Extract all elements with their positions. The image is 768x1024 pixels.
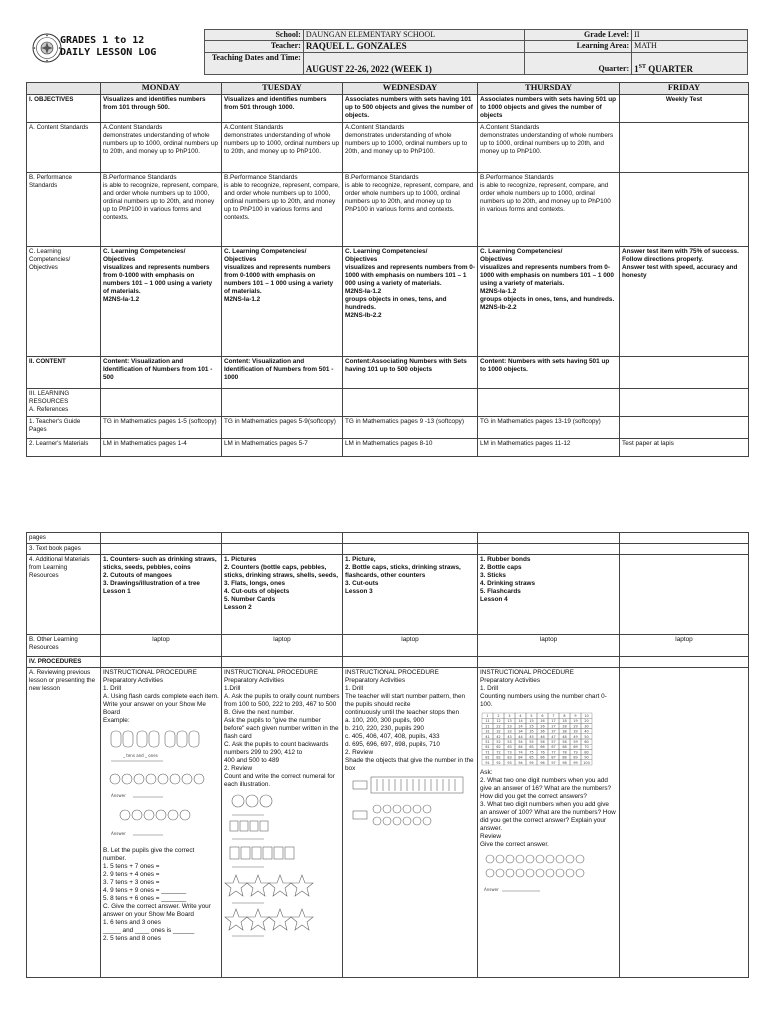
quarter-value: 1ST QUARTER xyxy=(632,52,748,75)
cell-thursday: A.Content Standards demonstrates understanding of whole numbers up to 1000, ordinal numbers up to 20th, and money up to PhP100. xyxy=(478,123,620,173)
cell-wednesday: Associates numbers with sets having 101 up to 500 objects and gives the number of objects. xyxy=(343,95,478,123)
area-label: Learning Area: xyxy=(525,41,632,52)
chart-number: 40 xyxy=(584,729,589,734)
chart-number: 85 xyxy=(529,755,534,760)
chart-number: 44 xyxy=(518,734,523,739)
chart-number: 49 xyxy=(573,734,578,739)
additional-thursday: 1. Rubber bonds 2. Bottle caps 3. Sticks 4. Drinking straws 5. Flashcards Lesson 4 xyxy=(478,555,620,635)
chart-number: 14 xyxy=(518,719,523,724)
cell-tuesday: LM in Mathematics pages 5-7 xyxy=(222,439,343,457)
chart-number: 58 xyxy=(562,740,567,744)
chart-number: 91 xyxy=(485,760,490,765)
cell-friday xyxy=(620,173,749,247)
chart-number: 22 xyxy=(496,724,501,729)
chart-number: 43 xyxy=(507,734,512,739)
chart-number: 47 xyxy=(551,734,556,739)
cell-monday: Content: Visualization and Identification of Numbers from 101 - 500 xyxy=(101,357,222,389)
table-row xyxy=(27,533,749,544)
chart-number: 35 xyxy=(529,729,534,734)
other-wednesday: laptop xyxy=(343,635,478,657)
chart-number: 1 xyxy=(486,714,489,718)
chart-number: 63 xyxy=(507,745,512,750)
school-label: School: xyxy=(205,30,304,41)
chart-number: 73 xyxy=(507,750,512,755)
chart-number: 30 xyxy=(584,724,589,729)
cell-monday: C. Learning Competencies/ Objectives visualizes and represents numbers from 0-1000 with emphasis on numbers 101 – 1 000 using a variety of materials. M2NS-Ia-1.2 xyxy=(101,247,222,357)
chart-number: 83 xyxy=(507,755,512,760)
chart-number: 18 xyxy=(562,719,567,724)
cell-monday: LM in Mathematics pages 1-4 xyxy=(101,439,222,457)
chart-number: 72 xyxy=(496,750,501,755)
chart-number: 61 xyxy=(485,745,490,750)
chart-number: 79 xyxy=(573,750,578,755)
table-row xyxy=(27,555,749,635)
additional-friday xyxy=(620,555,749,635)
row-label: 2. Learner's Materials xyxy=(27,439,101,457)
cell-thursday: C. Learning Competencies/ Objectives visualizes and represents numbers from 0-1000 with emphasis on numbers 101 – 1 000 using a variety of materials. M2NS-Ia-1.2 groups objects in ones, tens, and hundreds. M2NS-Ib-2.2 xyxy=(478,247,620,357)
row-label: A. Content Standards xyxy=(27,123,101,173)
chart-number: 77 xyxy=(551,750,556,755)
chart-number: 2 xyxy=(497,714,500,718)
chart-number: 98 xyxy=(562,760,567,765)
table-row xyxy=(27,657,749,668)
chart-number: 21 xyxy=(485,724,490,729)
cell-friday: Answer test item with 75% of success. Follow directions properly. Answer test with speed, accuracy and honesty xyxy=(620,247,749,357)
table-row xyxy=(27,635,749,657)
chart-number: 66 xyxy=(540,745,545,750)
deped-seal-icon xyxy=(32,33,62,63)
chart-number: 59 xyxy=(573,740,578,744)
chart-number: 6 xyxy=(541,714,544,718)
cell-tuesday: A.Content Standards demonstrates understanding of whole numbers up to 1000, ordinal numbers up to 20th, and money up to PhP100. xyxy=(222,123,343,173)
number-chart-illustration xyxy=(480,711,600,767)
shading-illustration xyxy=(345,775,470,835)
chart-number: 27 xyxy=(551,724,556,729)
chart-number: 19 xyxy=(573,719,578,724)
chart-number: 76 xyxy=(540,750,545,755)
chart-number: 4 xyxy=(519,714,522,718)
cell-monday: TG in Mathematics pages 1-5 (softcopy) xyxy=(101,417,222,439)
chart-number: 57 xyxy=(551,740,556,744)
chart-number: 41 xyxy=(485,734,490,739)
review-label: A. Reviewing previous lesson or presenting the new lesson xyxy=(27,668,101,978)
chart-number: 84 xyxy=(518,755,523,760)
cell-tuesday: Content: Visualization and Identification of Numbers from 501 - 1000 xyxy=(222,357,343,389)
additional-monday: 1. Counters- such as drinking straws, sticks, seeds, pebbles, coins 2. Cutouts of mangoes 3. Drawings/illustration of a tree Lesson 1 xyxy=(101,555,222,635)
cell-thursday: Associates numbers with sets having 501 up to 1000 objects and gives the number of objects xyxy=(478,95,620,123)
chart-number: 68 xyxy=(562,745,567,750)
counting-illustration xyxy=(224,791,334,939)
chart-number: 23 xyxy=(507,724,512,729)
chart-number: 65 xyxy=(529,745,534,750)
pages-label: pages xyxy=(27,533,101,544)
table-row xyxy=(27,173,749,247)
chart-number: 60 xyxy=(584,740,589,744)
table-row xyxy=(27,439,749,457)
cell-tuesday: C. Learning Competencies/ Objectives visualizes and represents numbers from 0-1000 with emphasis on numbers 101 – 1 000 using a variety of materials. M2NS-Ia-1.2 xyxy=(222,247,343,357)
chart-number: 95 xyxy=(529,760,534,765)
chart-number: 62 xyxy=(496,745,501,750)
cell-wednesday: A.Content Standards demonstrates understanding of whole numbers up to 1000, ordinal numbers up to 20th, and money up to PhP100. xyxy=(343,123,478,173)
chart-number: 15 xyxy=(529,719,534,724)
log-header xyxy=(26,29,748,77)
row-label: 1. Teacher's Guide Pages xyxy=(27,417,101,439)
chart-number: 99 xyxy=(573,760,578,765)
svg-text:Answer: Answer xyxy=(484,887,499,892)
chart-number: 51 xyxy=(485,740,490,744)
row-label: B. Performance Standards xyxy=(27,173,101,247)
table-row xyxy=(27,247,749,357)
chart-number: 86 xyxy=(540,755,545,760)
grade-label: Grade Level: xyxy=(525,30,632,41)
day-thursday: THURSDAY xyxy=(478,83,620,95)
other-tuesday: laptop xyxy=(222,635,343,657)
chart-number: 5 xyxy=(530,714,533,718)
chart-number: 55 xyxy=(529,740,534,744)
area-value: MATH xyxy=(632,41,748,52)
chart-number: 64 xyxy=(518,745,523,750)
cell-monday: Visualizes and identifies numbers from 101 through 500. xyxy=(101,95,222,123)
chart-number: 20 xyxy=(584,719,589,724)
chart-number: 32 xyxy=(496,729,501,734)
chart-number: 93 xyxy=(507,760,512,765)
procedures-label: IV. PROCEDURES xyxy=(27,657,101,668)
other-resources-label: B. Other Learning Resources xyxy=(27,635,101,657)
table-row xyxy=(27,95,749,123)
cell-monday: A.Content Standards demonstrates understanding of whole numbers up to 1000, ordinal numbers up to 20th, and money up to PhP100. xyxy=(101,123,222,173)
chart-number: 37 xyxy=(551,729,556,734)
chart-number: 97 xyxy=(551,760,556,765)
chart-number: 71 xyxy=(485,750,490,755)
chart-number: 48 xyxy=(562,734,567,739)
quarter-label: Quarter: xyxy=(525,52,632,75)
chart-number: 88 xyxy=(562,755,567,760)
chart-number: 80 xyxy=(584,750,589,755)
chart-number: 34 xyxy=(518,729,523,734)
lesson-table-part-2 xyxy=(26,532,749,978)
cell-tuesday: B.Performance Standards is able to recognize, represent, compare, and order whole numbers up to 1000, ordinal numbers up to 20th, and money up to PhP100 in various forms and contexts. xyxy=(222,173,343,247)
teacher-label: Teacher: xyxy=(205,41,304,52)
day-header-row xyxy=(27,83,749,95)
chart-number: 39 xyxy=(573,729,578,734)
cell-tuesday: TG in Mathematics pages 5-9(softcopy) xyxy=(222,417,343,439)
table-row xyxy=(27,389,749,417)
table-row xyxy=(27,417,749,439)
chart-number: 10 xyxy=(584,714,589,718)
table-row xyxy=(27,123,749,173)
chart-number: 100 xyxy=(583,760,590,765)
cell-wednesday: Content:Associating Numbers with Sets having 101 up to 500 objects xyxy=(343,357,478,389)
info-table xyxy=(204,29,748,75)
other-monday: laptop xyxy=(101,635,222,657)
cell-friday xyxy=(620,357,749,389)
chart-number: 46 xyxy=(540,734,545,739)
chart-number: 8 xyxy=(563,714,566,718)
chart-number: 56 xyxy=(540,740,545,744)
review-wednesday-text: INSTRUCTIONAL PROCEDURE Preparatory Activities 1. Drill The teacher will start number pattern, then the pupils should recite continuously until the teacher stops then a. 100, 200, 300 pupils, 900 b. 210, 220, 230, pupils 290 c. 405, 406, 407, 408, pupils, 433 d. 695, 696, 697, 698, pupils, 710 2. Review Shade the objects that give the number in the box xyxy=(345,669,474,772)
additional-label: 4. Additional Materials from Learning Resources xyxy=(27,555,101,635)
review-tuesday-text: INSTRUCTIONAL PROCEDURE Preparatory Activities 1.Drill A. Ask the pupils to orally count numbers from 100 to 500, 222 to 293, 467 to 500 B. Give the next number. Ask the pupils to "give the number before" each given number written in the flash card C. Ask the pupils to count backwards numbers 299 to 290, 412 to 400 and 500 to 489 2. Review Count and write the correct numeral for each illustration. xyxy=(224,669,340,788)
review-monday-drill: B. Let the pupils give the correct number. 1. 5 tens + 7 ones = 2. 9 tens + 4 ones = 3. 7 tens + 3 ones = 4. 9 tens + 9 ones = _______ 5. 8 tens + 6 ones = _______ C. Give the correct answer. Write your answer on your Show Me Board 1. 6 tens and 3 ones _____ and ____ ones is ______ 2. 5 tens and 8 ones xyxy=(103,847,211,942)
chart-number: 70 xyxy=(584,745,589,750)
chart-number: 78 xyxy=(562,750,567,755)
chart-number: 75 xyxy=(529,750,534,755)
row-label: C. Learning Competencies/ Objectives xyxy=(27,247,101,357)
chart-number: 74 xyxy=(518,750,523,755)
chart-number: 81 xyxy=(485,755,490,760)
svg-text:Answer: Answer xyxy=(111,831,126,836)
chart-number: 89 xyxy=(573,755,578,760)
corner-cell xyxy=(27,83,101,95)
svg-text:Answer: Answer xyxy=(111,793,126,798)
chart-number: 42 xyxy=(496,734,501,739)
review-thursday xyxy=(478,668,620,978)
row-label: III. LEARNING RESOURCES A. References xyxy=(27,389,101,417)
svg-text:_ tens and _ ones: _ tens and _ ones xyxy=(123,753,158,758)
chart-number: 87 xyxy=(551,755,556,760)
chart-number: 36 xyxy=(540,729,545,734)
cell-thursday: LM in Mathematics pages 11-12 xyxy=(478,439,620,457)
chart-number: 3 xyxy=(508,714,511,718)
review-monday-intro: INSTRUCTIONAL PROCEDURE Preparatory Activities 1. Drill A. Using flash cards complete each item. Write your answer on your Show Me Board Example: xyxy=(103,669,219,724)
review-monday xyxy=(101,668,222,978)
cell-wednesday: C. Learning Competencies/ Objectives visualizes and represents numbers from 0-1000 with emphasis on numbers 101 – 1 000 using a variety of materials. M2NS-Ia-1.2 groups objects in ones, tens, and hundreds. M2NS-Ib-2.2 xyxy=(343,247,478,357)
title-line-2: DAILY LESSON LOG xyxy=(60,47,157,58)
cell-monday xyxy=(101,389,222,417)
cell-friday: Weekly Test xyxy=(620,95,749,123)
chart-number: 12 xyxy=(496,719,501,724)
chart-number: 67 xyxy=(551,745,556,750)
review-objects-illustration xyxy=(480,851,605,899)
cell-tuesday: Visualizes and identifies numbers from 501 through 1000. xyxy=(222,95,343,123)
review-thursday-questions: Ask: 2. What two one digit numbers when you add give an answer of 16? What are the numbers? How did you get the correct answers? 3. What two digit numbers when you add give an answer of 100? What are the numbers? How did you get the correct answer? Explain your answer. Review Give the correct answer. xyxy=(480,769,616,848)
day-wednesday: WEDNESDAY xyxy=(343,83,478,95)
teacher-value: RAQUEL L. GONZALES xyxy=(303,41,525,52)
log-title xyxy=(60,35,156,59)
cell-thursday: TG in Mathematics pages 13-19 (softcopy) xyxy=(478,417,620,439)
cell-friday xyxy=(620,389,749,417)
chart-number: 45 xyxy=(529,734,534,739)
day-monday: MONDAY xyxy=(101,83,222,95)
cell-friday xyxy=(620,123,749,173)
cell-tuesday xyxy=(222,389,343,417)
school-value: DAUNGAN ELEMENTARY SCHOOL xyxy=(303,30,525,41)
chart-number: 11 xyxy=(485,719,490,724)
chart-number: 26 xyxy=(540,724,545,729)
review-wednesday xyxy=(343,668,478,978)
cell-wednesday: B.Performance Standards is able to recognize, represent, compare, and order whole numbers up to 1000, ordinal numbers up to 20th, and money up to PhP100 in various forms and contexts. xyxy=(343,173,478,247)
other-thursday: laptop xyxy=(478,635,620,657)
cell-friday xyxy=(620,417,749,439)
grade-value: II xyxy=(632,30,748,41)
chart-number: 90 xyxy=(584,755,589,760)
additional-wednesday: 1. Picture, 2. Bottle caps, sticks, drinking straws, flashcards, other counters 3. Cut-outs Lesson 3 xyxy=(343,555,478,635)
row-label: I. OBJECTIVES xyxy=(27,95,101,123)
chart-number: 54 xyxy=(518,740,523,744)
chart-number: 28 xyxy=(562,724,567,729)
chart-number: 33 xyxy=(507,729,512,734)
review-friday xyxy=(620,668,749,978)
chart-number: 53 xyxy=(507,740,512,744)
cell-thursday xyxy=(478,389,620,417)
cell-thursday: Content: Numbers with sets having 501 up to 1000 objects. xyxy=(478,357,620,389)
review-thursday-intro: INSTRUCTIONAL PROCEDURE Preparatory Activities 1. Drill Counting numbers using the number chart 0-100. xyxy=(480,669,607,708)
table-row xyxy=(27,357,749,389)
cell-thursday: B.Performance Standards is able to recognize, represent, compare, and order whole numbers up to 1000, ordinal numbers up to 20th, and money up to PhP100 in various forms and contexts. xyxy=(478,173,620,247)
chart-number: 94 xyxy=(518,760,523,765)
table-row xyxy=(27,668,749,978)
dates-value: AUGUST 22-26, 2022 (WEEK 1) xyxy=(303,52,525,75)
cell-friday: Test paper at lapis xyxy=(620,439,749,457)
chart-number: 82 xyxy=(496,755,501,760)
chart-number: 25 xyxy=(529,724,534,729)
day-friday: FRIDAY xyxy=(620,83,749,95)
cell-monday: B.Performance Standards is able to recognize, represent, compare, and order whole numbers up to 1000, ordinal numbers up to 20th, and money up to PhP100 in various forms and contexts. xyxy=(101,173,222,247)
chart-number: 17 xyxy=(551,719,556,724)
chart-number: 38 xyxy=(562,729,567,734)
chart-number: 96 xyxy=(540,760,545,765)
cell-wednesday: TG in Mathematics pages 9 -13 (softcopy) xyxy=(343,417,478,439)
dates-label: Teaching Dates and Time: xyxy=(205,52,304,75)
row-label: II. CONTENT xyxy=(27,357,101,389)
flash-card-illustration xyxy=(103,727,213,845)
other-friday: laptop xyxy=(620,635,749,657)
title-line-1: GRADES 1 to 12 xyxy=(60,35,145,46)
chart-number: 24 xyxy=(518,724,523,729)
lesson-table-part-1 xyxy=(26,82,749,457)
textbook-label: 3. Text book pages xyxy=(27,544,101,555)
cell-wednesday xyxy=(343,389,478,417)
chart-number: 50 xyxy=(584,734,589,739)
chart-number: 29 xyxy=(573,724,578,729)
chart-number: 31 xyxy=(485,729,490,734)
table-row xyxy=(27,544,749,555)
chart-number: 7 xyxy=(552,714,555,718)
chart-number: 16 xyxy=(540,719,545,724)
chart-number: 69 xyxy=(573,745,578,750)
cell-wednesday: LM in Mathematics pages 8-10 xyxy=(343,439,478,457)
review-tuesday xyxy=(222,668,343,978)
chart-number: 52 xyxy=(496,740,501,744)
chart-number: 9 xyxy=(574,714,577,718)
chart-number: 92 xyxy=(496,760,501,765)
additional-tuesday: 1. Pictures 2. Counters (bottle caps, pebbles, sticks, drinking straws, shells, seeds, 3. Flats, longs, ones 4. Cut-outs of objects 5. Number Cards Lesson 2 xyxy=(222,555,343,635)
chart-number: 13 xyxy=(507,719,512,724)
day-tuesday: TUESDAY xyxy=(222,83,343,95)
